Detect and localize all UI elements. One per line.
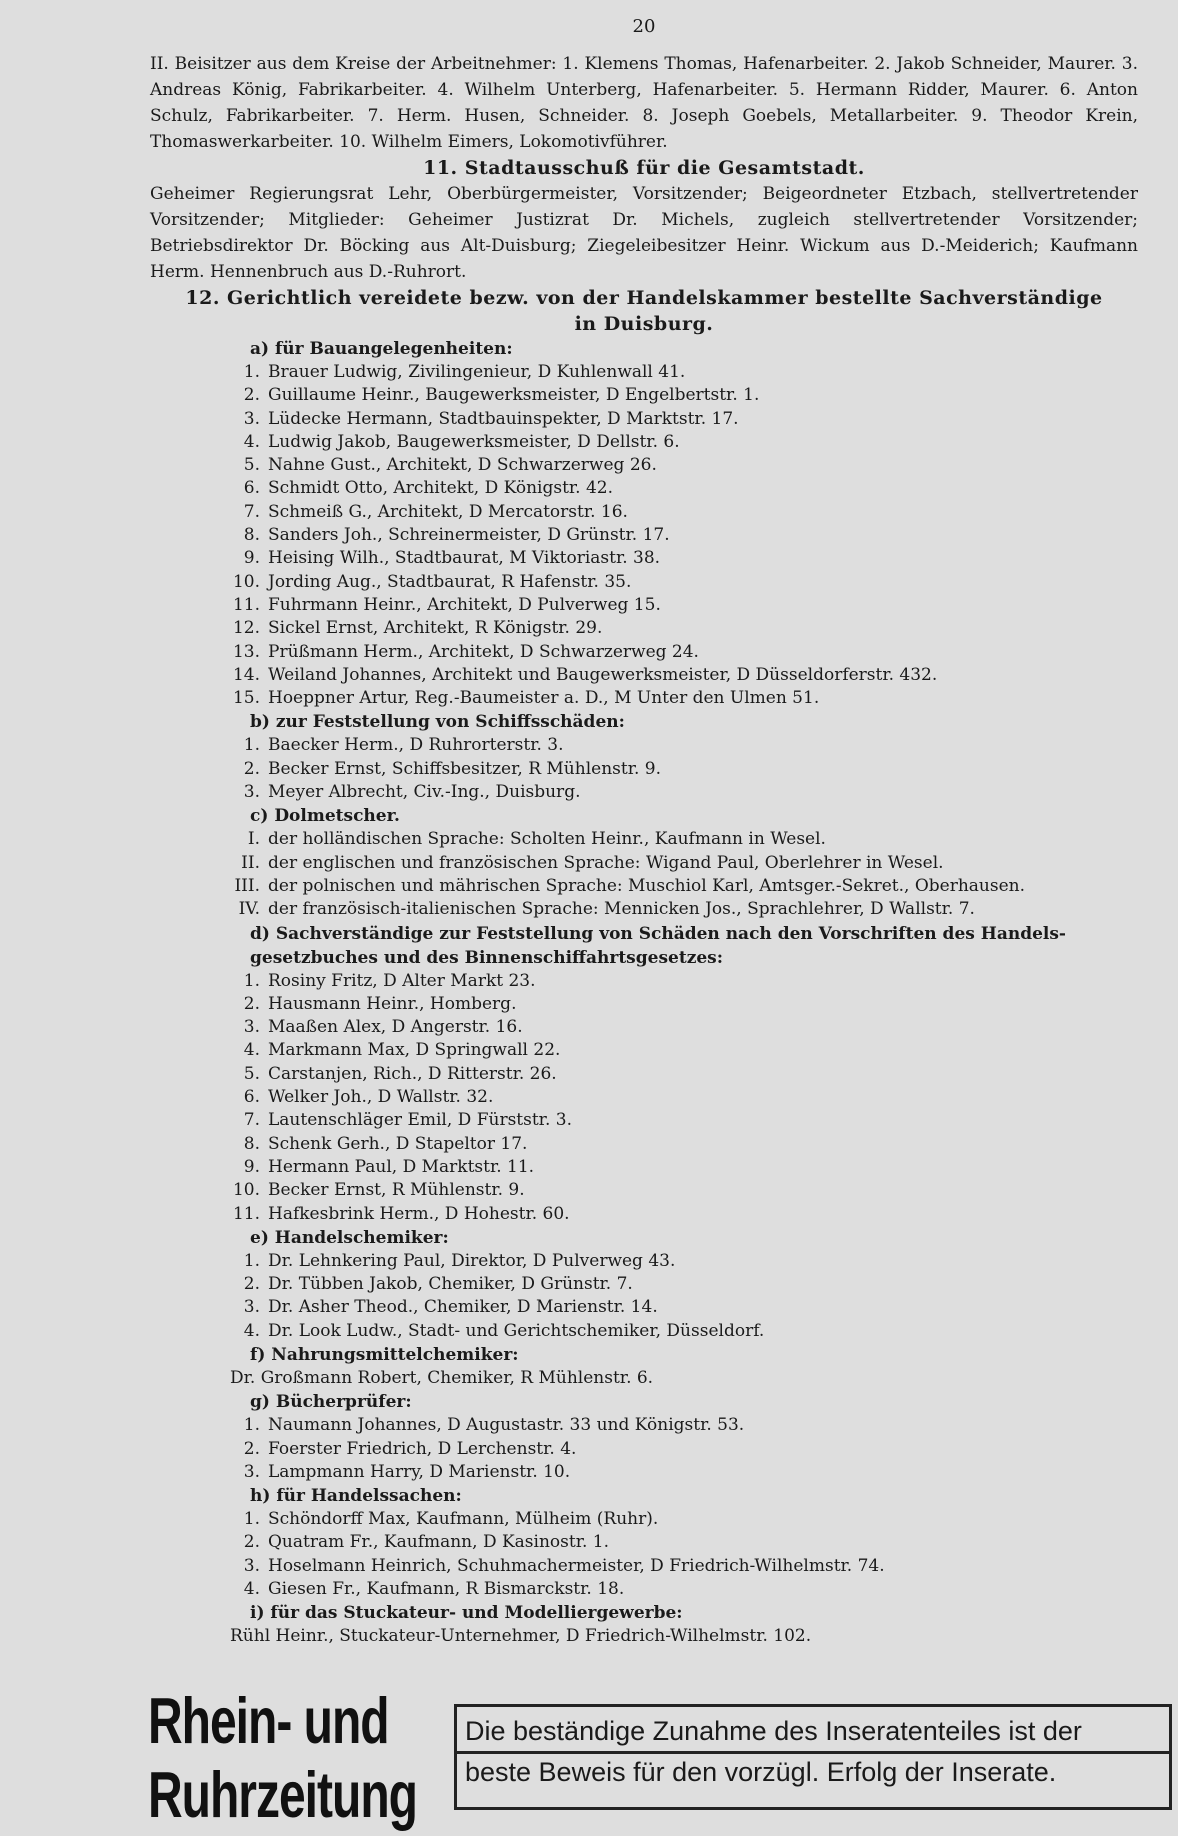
list-item bbox=[150, 571, 1138, 594]
list-item-text: Dr. Look Ludw., Stadt- und Gerichtschemiker, Düsseldorf. bbox=[268, 1320, 765, 1341]
list-item-text: Becker Ernst, R Mühlenstr. 9. bbox=[268, 1180, 525, 1201]
list-item-number: 3. bbox=[243, 1555, 260, 1576]
page-number: 20 bbox=[632, 16, 656, 37]
subsection-e-list bbox=[150, 1250, 1138, 1343]
list-item-number: 3. bbox=[243, 408, 260, 429]
list-item-text: Lüdecke Hermann, Stadtbauinspekter, D Marktstr. 17. bbox=[268, 408, 739, 429]
list-item-number: 3. bbox=[243, 1017, 260, 1038]
subsection-a-list bbox=[150, 361, 1138, 710]
list-item bbox=[150, 454, 1138, 477]
list-item-text: Sanders Joh., Schreinermeister, D Grünstr. 17. bbox=[268, 525, 670, 546]
list-item-number: 2. bbox=[243, 758, 260, 779]
list-item-text: Dr. Asher Theod., Chemiker, D Marienstr. 14. bbox=[268, 1297, 658, 1318]
list-item-text: Naumann Johannes, D Augustastr. 33 und Königstr. 53. bbox=[268, 1415, 745, 1436]
subsection-b-heading: b) zur Feststellung von Schiffsschäden: bbox=[250, 712, 625, 733]
list-item-number: 1. bbox=[243, 1415, 260, 1436]
list-item bbox=[150, 524, 1138, 547]
list-item-number: 3. bbox=[243, 782, 260, 803]
list-item-number: 11. bbox=[232, 594, 260, 615]
list-item-text: Hermann Paul, D Marktstr. 11. bbox=[268, 1156, 535, 1177]
list-item-number: 2. bbox=[243, 1274, 260, 1295]
list-item-text: Lautenschläger Emil, D Fürststr. 3. bbox=[268, 1110, 572, 1131]
list-item-number: 2. bbox=[243, 993, 260, 1014]
list-item-text: Foerster Friedrich, D Lerchenstr. 4. bbox=[268, 1438, 577, 1459]
list-item bbox=[150, 1273, 1138, 1296]
ad-brand-logo: Rhein- und Ruhrzeitung bbox=[148, 1686, 417, 1832]
list-item-text: Schöndorff Max, Kaufmann, Mülheim (Ruhr). bbox=[268, 1509, 659, 1530]
list-item bbox=[150, 1555, 1138, 1578]
list-item-text: Fuhrmann Heinr., Architekt, D Pulverweg 15. bbox=[268, 594, 661, 615]
list-item-number: 4. bbox=[243, 431, 260, 452]
section-12-heading-line2: in Duisburg. bbox=[574, 313, 714, 335]
list-item bbox=[150, 1133, 1138, 1156]
list-item bbox=[150, 1179, 1138, 1202]
list-item bbox=[150, 852, 1138, 875]
list-item-text: Maaßen Alex, D Angerstr. 16. bbox=[268, 1017, 523, 1038]
list-item-number: 5. bbox=[243, 1063, 260, 1084]
list-item bbox=[150, 641, 1138, 664]
subsection-f-entry: Dr. Großmann Robert, Chemiker, R Mühlenstr. 6. bbox=[230, 1367, 654, 1388]
list-item-text: Dr. Tübben Jakob, Chemiker, D Grünstr. 7. bbox=[268, 1274, 633, 1295]
list-item-text: Heising Wilh., Stadtbaurat, M Viktoriastr. 38. bbox=[268, 548, 661, 569]
list-item-number: 2. bbox=[243, 1438, 260, 1459]
list-item-text: Hausmann Heinr., Homberg. bbox=[268, 993, 517, 1014]
list-item bbox=[150, 547, 1138, 570]
list-item bbox=[150, 970, 1138, 993]
list-item-text: Markmann Max, D Springwall 22. bbox=[268, 1040, 561, 1061]
list-item-number: 13. bbox=[232, 641, 260, 662]
list-item-text: der polnischen und mährischen Sprache: Muschiol Karl, Amtsger.-Sekret., Oberhausen. bbox=[268, 875, 1026, 896]
subsection-c-heading: c) Dolmetscher. bbox=[250, 806, 400, 827]
list-item bbox=[150, 828, 1138, 851]
list-item-text: Ludwig Jakob, Baugewerksmeister, D Dellstr. 6. bbox=[268, 431, 680, 452]
list-item-text: Carstanjen, Rich., D Ritterstr. 26. bbox=[268, 1063, 557, 1084]
list-item bbox=[150, 781, 1138, 804]
list-item-number: II. bbox=[241, 852, 260, 873]
list-item-number: 15. bbox=[232, 688, 260, 709]
list-item-number: 1. bbox=[243, 970, 260, 991]
subsection-i-heading: i) für das Stuckateur- und Modelliergewerbe: bbox=[250, 1603, 683, 1624]
list-item bbox=[150, 431, 1138, 454]
subsection-b-list bbox=[150, 734, 1138, 804]
subsection-d-list bbox=[150, 970, 1138, 1226]
list-item bbox=[150, 1203, 1138, 1226]
subsection-h-list bbox=[150, 1508, 1138, 1601]
list-item-number: 10. bbox=[232, 1180, 260, 1201]
list-item-number: 4. bbox=[243, 1579, 260, 1600]
list-item-text: der englischen und französischen Sprache: Wigand Paul, Oberlehrer in Wesel. bbox=[268, 852, 944, 873]
list-item-text: der holländischen Sprache: Scholten Heinr., Kaufmann in Wesel. bbox=[268, 829, 826, 850]
list-item bbox=[150, 1438, 1138, 1461]
list-item-text: Jording Aug., Stadtbaurat, R Hafenstr. 35. bbox=[268, 571, 632, 592]
list-item bbox=[150, 758, 1138, 781]
subsection-f-heading: f) Nahrungsmittelchemiker: bbox=[250, 1344, 519, 1365]
list-item bbox=[150, 1250, 1138, 1273]
list-item-text: Hafkesbrink Herm., D Hohestr. 60. bbox=[268, 1203, 570, 1224]
list-item bbox=[150, 1016, 1138, 1039]
list-item-text: Hoselmann Heinrich, Schuhmachermeister, D Friedrich-Wilhelmstr. 74. bbox=[268, 1555, 885, 1576]
list-item-number: 14. bbox=[232, 664, 260, 685]
list-item bbox=[150, 1578, 1138, 1601]
list-item bbox=[150, 687, 1138, 710]
ad-text-box bbox=[454, 1704, 1172, 1810]
list-item-text: Schmidt Otto, Architekt, D Königstr. 42. bbox=[268, 478, 614, 499]
list-item bbox=[150, 1531, 1138, 1554]
ad-line-1: Die beständige Zunahme des Inseratenteiles ist der bbox=[465, 1716, 1082, 1746]
section-11-heading: 11. Stadtausschuß für die Gesamtstadt. bbox=[423, 157, 865, 179]
list-item-text: Guillaume Heinr., Baugewerksmeister, D Engelbertstr. 1. bbox=[268, 385, 760, 406]
subsection-c-list bbox=[150, 828, 1138, 921]
list-item bbox=[150, 1461, 1138, 1484]
section-11-text: Geheimer Regierungsrat Lehr, Oberbürgermeister, Vorsitzender; Beigeordneter Etzbach, stellvertretender Vorsitzender; Mitglieder: Geheimer Justizrat Dr. Michels, zugleich stellvertretender Vorsitzender; Betriebsdirektor Dr. Böcking aus Alt-Duisburg; Ziegeleibesitzer Heinr. Wickum aus D.-Meiderich; Kaufmann Herm. Hennenbruch aus D.-Ruhrort. bbox=[150, 184, 1138, 282]
list-item bbox=[150, 594, 1138, 617]
list-item bbox=[150, 1320, 1138, 1343]
list-item-text: Welker Joh., D Wallstr. 32. bbox=[268, 1087, 494, 1108]
list-item bbox=[150, 501, 1138, 524]
subsection-g-heading: g) Bücherprüfer: bbox=[250, 1392, 412, 1413]
list-item bbox=[150, 384, 1138, 407]
list-item-number: 10. bbox=[232, 571, 260, 592]
list-item-number: 3. bbox=[243, 1461, 260, 1482]
list-item-number: 9. bbox=[243, 1156, 260, 1177]
list-item bbox=[150, 1414, 1138, 1437]
list-item-text: Schenk Gerh., D Stapeltor 17. bbox=[268, 1133, 528, 1154]
list-item-text: Meyer Albrecht, Civ.-Ing., Duisburg. bbox=[268, 782, 581, 803]
list-item bbox=[150, 898, 1138, 921]
subsection-h-heading: h) für Handelssachen: bbox=[250, 1486, 462, 1507]
list-item-text: Sickel Ernst, Architekt, R Königstr. 29. bbox=[268, 618, 603, 639]
list-item bbox=[150, 1508, 1138, 1531]
list-item-number: 6. bbox=[243, 478, 260, 499]
list-item-number: 6. bbox=[243, 1087, 260, 1108]
list-item-number: 12. bbox=[232, 618, 260, 639]
list-item bbox=[150, 408, 1138, 431]
list-item-number: 8. bbox=[243, 525, 260, 546]
list-item bbox=[150, 993, 1138, 1016]
section-12-heading: 12. Gerichtlich vereidete bezw. von der Handelskammer bestellte Sachverständige bbox=[185, 287, 1103, 309]
list-item bbox=[150, 1063, 1138, 1086]
subsection-d-heading: d) Sachverständige zur Feststellung von Schäden nach den Vorschriften des Handels- bbox=[250, 923, 1066, 944]
list-item-text: Giesen Fr., Kaufmann, R Bismarckstr. 18. bbox=[268, 1579, 625, 1600]
list-item-text: Becker Ernst, Schiffsbesitzer, R Mühlenstr. 9. bbox=[268, 758, 661, 779]
list-item-number: IV. bbox=[238, 899, 260, 920]
subsection-a-heading: a) für Bauangelegenheiten: bbox=[250, 339, 513, 359]
list-item-text: der französisch-italienischen Sprache: Mennicken Jos., Sprachlehrer, D Wallstr. 7. bbox=[268, 899, 975, 920]
list-item-number: 1. bbox=[243, 362, 260, 382]
list-item-text: Weiland Johannes, Architekt und Baugewerksmeister, D Düsseldorferstr. 432. bbox=[268, 664, 938, 685]
list-item bbox=[150, 734, 1138, 757]
ad-line-2: beste Beweis für den vorzügl. Erfolg der Inserate. bbox=[457, 1751, 1169, 1790]
list-item-text: Quatram Fr., Kaufmann, D Kasinostr. 1. bbox=[268, 1532, 609, 1553]
list-item-text: Prüßmann Herm., Architekt, D Schwarzerweg 24. bbox=[268, 641, 699, 662]
subsection-e-heading: e) Handelschemiker: bbox=[250, 1227, 449, 1248]
list-item bbox=[150, 1109, 1138, 1132]
list-item bbox=[150, 477, 1138, 500]
subsection-i-entry: Rühl Heinr., Stuckateur-Unternehmer, D Friedrich-Wilhelmstr. 102. bbox=[230, 1626, 812, 1647]
list-item-number: 4. bbox=[243, 1320, 260, 1341]
list-item-number: 7. bbox=[243, 1110, 260, 1131]
list-item-number: 2. bbox=[243, 1532, 260, 1553]
list-item-number: 11. bbox=[232, 1203, 260, 1224]
list-item bbox=[150, 1156, 1138, 1179]
list-item bbox=[150, 1039, 1138, 1062]
list-item-number: 7. bbox=[243, 501, 260, 522]
list-item-number: 1. bbox=[243, 1509, 260, 1530]
list-item-text: Schmeiß G., Architekt, D Mercatorstr. 16. bbox=[268, 501, 628, 522]
list-item-text: Nahne Gust., Architekt, D Schwarzerweg 26. bbox=[268, 455, 657, 476]
list-item-number: 5. bbox=[243, 455, 260, 476]
list-item-text: Baecker Herm., D Ruhrorterstr. 3. bbox=[268, 735, 564, 756]
list-item-number: 2. bbox=[243, 385, 260, 406]
subsection-d-heading-line2: gesetzbuches und des Binnenschiffahrtsgesetzes: bbox=[250, 947, 724, 968]
list-item bbox=[150, 664, 1138, 687]
list-item-number: 9. bbox=[243, 548, 260, 569]
list-item-number: 4. bbox=[243, 1040, 260, 1061]
list-item-number: III. bbox=[234, 875, 260, 896]
list-item-number: 1. bbox=[243, 1250, 260, 1271]
list-item bbox=[150, 361, 1138, 384]
list-item bbox=[150, 875, 1138, 898]
list-item bbox=[150, 1086, 1138, 1109]
list-item-number: 8. bbox=[243, 1133, 260, 1154]
newspaper-advertisement bbox=[148, 1686, 1172, 1832]
list-item bbox=[150, 617, 1138, 640]
intro-paragraph: II. Beisitzer aus dem Kreise der Arbeitnehmer: 1. Klemens Thomas, Hafenarbeiter. 2. Jakob Schneider, Maurer. 3. Andreas König, Fabrikarbeiter. 4. Wilhelm Unterberg, Hafenarbeiter. 5. Hermann Ridder, Maurer. 6. Anton Schulz, Fabrikarbeiter. 7. Herm. Husen, Schneider. 8. Joseph Goebels, Metallarbeiter. 9. Theodor Krein, Thomaswerkarbeiter. 10. Wilhelm Eimers, Lokomotivführer. bbox=[150, 54, 1138, 152]
list-item-text: Brauer Ludwig, Zivilingenieur, D Kuhlenwall 41. bbox=[268, 362, 686, 382]
list-item-number: 1. bbox=[243, 735, 260, 756]
list-item bbox=[150, 1296, 1138, 1319]
list-item-text: Lampmann Harry, D Marienstr. 10. bbox=[268, 1461, 571, 1482]
subsection-g-list bbox=[150, 1414, 1138, 1484]
list-item-number: I. bbox=[247, 829, 260, 850]
list-item-text: Hoeppner Artur, Reg.-Baumeister a. D., M Unter den Ulmen 51. bbox=[268, 688, 820, 709]
list-item-text: Rosiny Fritz, D Alter Markt 23. bbox=[268, 970, 536, 991]
list-item-text: Dr. Lehnkering Paul, Direktor, D Pulverweg 43. bbox=[268, 1250, 676, 1271]
list-item-number: 3. bbox=[243, 1297, 260, 1318]
